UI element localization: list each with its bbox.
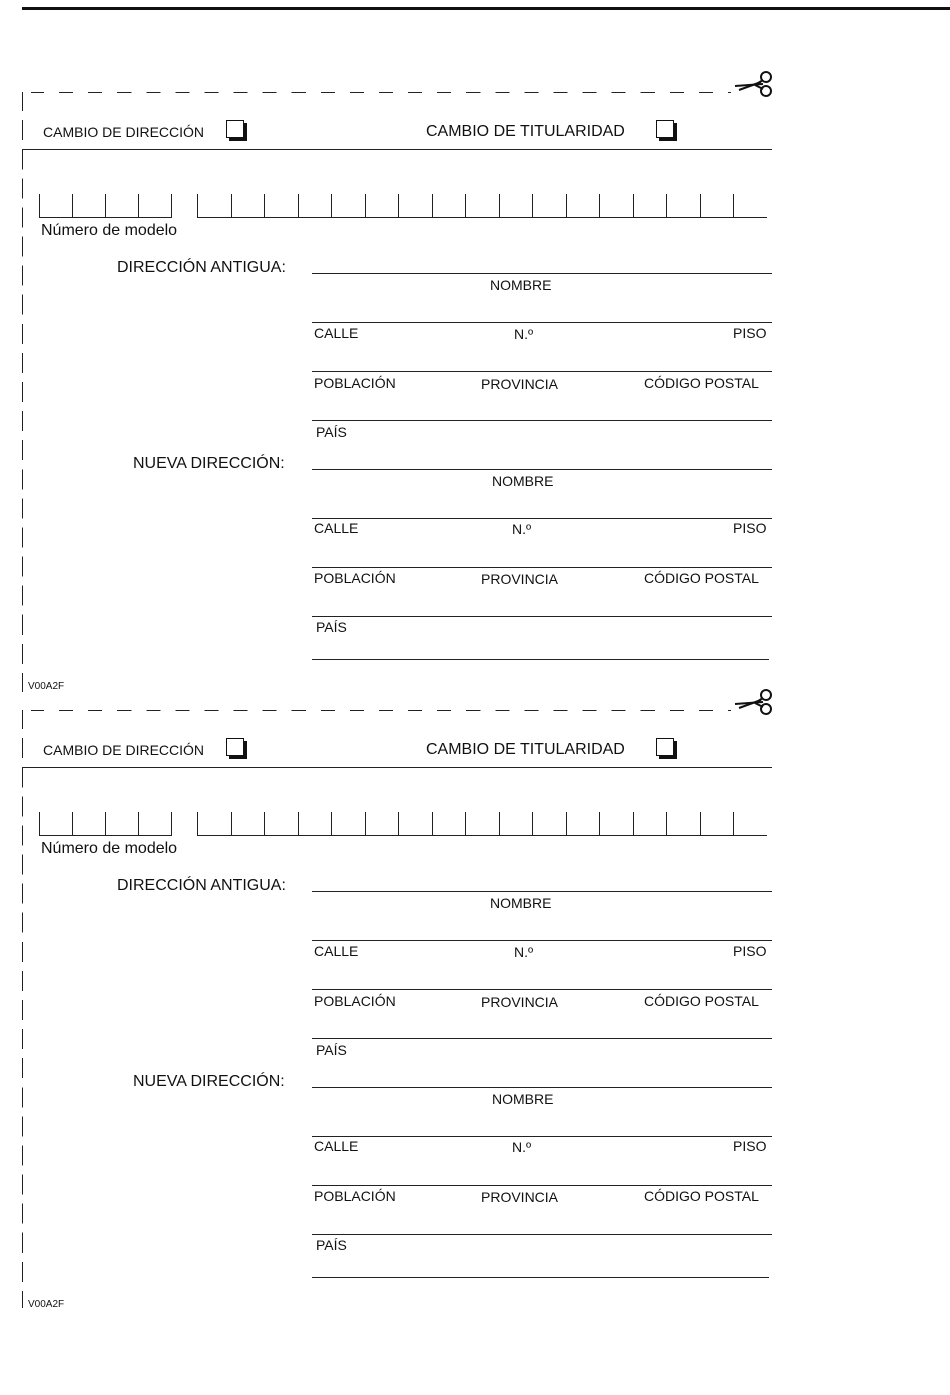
old-province-label: PROVINCIA [481,994,559,1010]
new-street-label: CALLE [314,520,359,536]
new-name-field[interactable] [312,469,772,470]
address-change-form-1 [0,0,950,692]
new-postal-label: CÓDIGO POSTAL [644,570,759,586]
old-street-field[interactable] [312,322,772,323]
model-number-label: Número de modelo [41,222,178,239]
old-name-field[interactable] [312,273,772,274]
header-rule [22,149,772,150]
change-owner-checkbox[interactable] [656,120,674,138]
address-change-form-2 [0,618,950,1310]
model-number-prefix-boxes[interactable] [39,812,172,836]
cut-line [31,92,731,93]
new-address-label: NUEVA DIRECCIÓN: [133,1073,285,1090]
new-street-label: CALLE [314,1138,359,1154]
new-name-label: NOMBRE [492,1091,554,1107]
new-country-label: PAÍS [316,619,347,635]
new-number-label: N.º [512,1139,532,1155]
old-town-label: POBLACIÓN [314,993,396,1009]
new-floor-label: PISO [733,1138,767,1154]
old-floor-label: PISO [733,325,767,341]
change-owner-checkbox[interactable] [656,738,674,756]
change-owner-label: CAMBIO DE TITULARIDAD [426,123,625,140]
old-country-field[interactable] [312,1038,772,1039]
scissors-icon [733,688,775,716]
old-name-label: NOMBRE [490,895,552,911]
old-postal-label: CÓDIGO POSTAL [644,375,759,391]
new-address-label: NUEVA DIRECCIÓN: [133,455,285,472]
old-floor-label: PISO [733,943,767,959]
model-number-boxes[interactable] [197,194,767,218]
old-address-label: DIRECCIÓN ANTIGUA: [117,877,286,894]
old-street-label: CALLE [314,325,359,341]
new-name-field[interactable] [312,1087,772,1088]
cut-line [31,710,731,711]
change-address-checkbox[interactable] [226,738,244,756]
old-name-field[interactable] [312,891,772,892]
old-address-label: DIRECCIÓN ANTIGUA: [117,259,286,276]
model-number-label: Número de modelo [41,840,178,857]
model-number-boxes[interactable] [197,812,767,836]
left-cut-rule [22,92,23,692]
new-country-label: PAÍS [316,1237,347,1253]
old-number-label: N.º [514,944,534,960]
new-name-label: NOMBRE [492,473,554,489]
old-town-field[interactable] [312,371,772,372]
new-postal-label: CÓDIGO POSTAL [644,1188,759,1204]
change-address-checkbox[interactable] [226,120,244,138]
change-owner-label: CAMBIO DE TITULARIDAD [426,741,625,758]
new-extra-line[interactable] [312,1277,769,1278]
new-town-label: POBLACIÓN [314,1188,396,1204]
old-country-field[interactable] [312,420,772,421]
new-country-field[interactable] [312,616,772,617]
new-province-label: PROVINCIA [481,1189,559,1205]
new-street-field[interactable] [312,518,772,519]
new-town-field[interactable] [312,1185,772,1186]
scissors-icon [733,70,775,98]
change-address-label: CAMBIO DE DIRECCIÓN [43,124,205,140]
old-town-field[interactable] [312,989,772,990]
new-province-label: PROVINCIA [481,571,559,587]
old-town-label: POBLACIÓN [314,375,396,391]
new-number-label: N.º [512,521,532,537]
form-code: V00A2F [28,1299,65,1310]
new-town-label: POBLACIÓN [314,570,396,586]
old-street-label: CALLE [314,943,359,959]
change-address-label: CAMBIO DE DIRECCIÓN [43,742,205,758]
model-number-prefix-boxes[interactable] [39,194,172,218]
new-floor-label: PISO [733,520,767,536]
form-code: V00A2F [28,681,65,692]
old-street-field[interactable] [312,940,772,941]
old-postal-label: CÓDIGO POSTAL [644,993,759,1009]
left-cut-rule [22,710,23,1308]
new-town-field[interactable] [312,567,772,568]
old-country-label: PAÍS [316,424,347,440]
old-name-label: NOMBRE [490,277,552,293]
new-country-field[interactable] [312,1234,772,1235]
old-number-label: N.º [514,326,534,342]
new-street-field[interactable] [312,1136,772,1137]
header-rule [22,767,772,768]
old-province-label: PROVINCIA [481,376,559,392]
old-country-label: PAÍS [316,1042,347,1058]
